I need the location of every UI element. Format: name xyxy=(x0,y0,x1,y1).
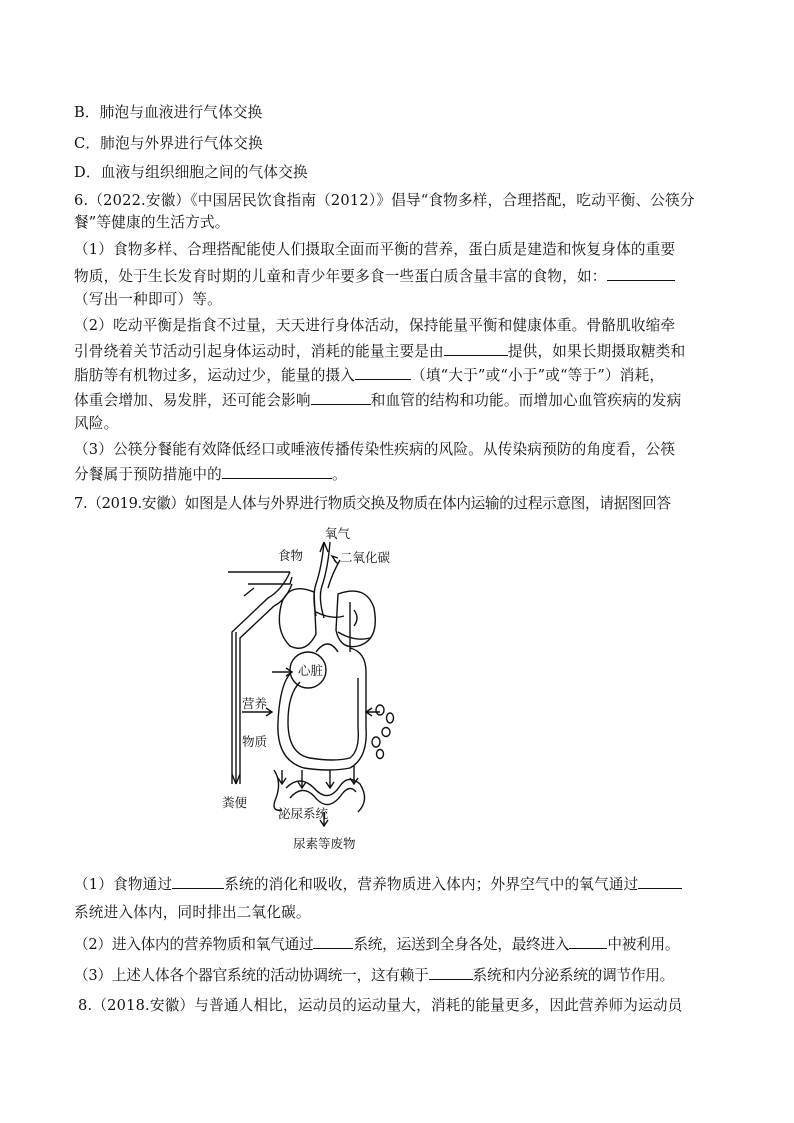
answer-blank[interactable] xyxy=(172,874,224,889)
q7-part2-text-b: 系统，运送到全身各处，最终进入 xyxy=(353,936,570,953)
q7-stem: 7.（2019.安徽）如图是人体与外界进行物质交换及物质在体内运输的过程示意图，请据图回答 xyxy=(74,495,671,512)
q7-part1-text-b: 系统的消化和吸收，营养物质进入体内；外界空气中的氧气通过 xyxy=(224,876,639,893)
q6-part3-line2 xyxy=(74,464,347,485)
label-co2: 二氧化碳 xyxy=(340,550,391,565)
q6-part2-text-c: 脂肪等有机物过多，运动过少，能量的摄入 xyxy=(74,367,356,384)
q7-part1-line2: 系统进入体内，同时排出二氧化碳。 xyxy=(74,904,311,921)
q6-stem-line2: 餐”等健康的生活方式。 xyxy=(74,214,230,231)
label-food: 食物 xyxy=(278,548,304,563)
q6-part2-line2 xyxy=(74,341,685,362)
q6-part1-line3: （写出一种即可）等。 xyxy=(74,291,222,308)
tissue-cells xyxy=(366,705,394,759)
answer-blank[interactable] xyxy=(355,365,411,380)
label-urea: 尿素等废物 xyxy=(293,836,356,851)
option-b: B．肺泡与血液进行气体交换 xyxy=(74,104,263,121)
q7-part2-text-a: （2）进入体内的营养物质和氧气通过 xyxy=(74,936,314,953)
answer-blank[interactable] xyxy=(638,874,682,889)
digestive-tract xyxy=(228,572,292,784)
q7-part3-text-b: 系统和内分泌系统的调节作用。 xyxy=(472,967,675,984)
label-feces: 粪便 xyxy=(222,795,248,810)
q6-part3-text-b: 。 xyxy=(331,466,347,483)
label-heart: 心脏 xyxy=(298,663,324,678)
answer-blank[interactable] xyxy=(607,266,675,281)
option-d: D．血液与组织细胞之间的气体交换 xyxy=(74,164,308,181)
answer-blank[interactable] xyxy=(313,934,353,949)
q7-part3-text-a: （3）上述人体各个器官系统的活动协调统一，这有赖于 xyxy=(74,967,429,984)
q6-part2-text-a: 引骨绕着关节活动引起身体运动时，消耗的能量主要是由 xyxy=(74,343,444,360)
answer-blank[interactable] xyxy=(311,390,371,405)
q6-part2-line5: 风险。 xyxy=(74,415,119,432)
answer-blank[interactable] xyxy=(569,934,607,949)
label-nutrient-2: 物质 xyxy=(242,734,268,749)
q6-part3-line1: （3）公筷分餐能有效降低经口或唾液传播传染性疾病的风险。从传染病预防的角度看，公筷 xyxy=(74,441,676,458)
q6-part2-line1: （2）吃动平衡是指食不过量，天天进行身体活动，保持能量平衡和健康体重。骨骼肌收缩牵 xyxy=(74,317,676,334)
q6-part1-line2 xyxy=(74,266,675,287)
q7-part3 xyxy=(74,965,674,986)
airway xyxy=(314,542,340,618)
q6-part2-text-f: 和血管的结构和功能。而增加心血管疾病的发病 xyxy=(370,392,682,409)
q8-stem: 8.（2018.安徽）与普通人相比，运动员的运动量大，消耗的能量更多，因此营养师为运动员 xyxy=(78,997,683,1014)
q6-stem-line1: 6.（2022.安徽）《中国居民饮食指南（2012）》倡导“食物多样，合理搭配，吃动平衡、公筷分 xyxy=(74,192,695,209)
option-c: C．肺泡与外界进行气体交换 xyxy=(74,135,263,152)
q6-part2-text-d: （填“大于”或“小于”或“等于”）消耗， xyxy=(411,367,665,384)
label-nutrient-1: 营养 xyxy=(242,696,268,711)
q6-part2-line4 xyxy=(74,390,681,411)
lungs xyxy=(279,589,375,652)
label-oxygen: 氧气 xyxy=(325,526,351,541)
q6-part3-text-a: 分餐属于预防措施中的 xyxy=(74,466,222,483)
q6-part2-text-e: 体重会增加、易发胖，还可能会影响 xyxy=(74,392,311,409)
answer-blank[interactable] xyxy=(444,341,508,356)
label-urinary: 泌尿系统 xyxy=(278,806,329,821)
q6-part1-text: 物质，处于生长发育时期的儿童和青少年要多食一些蛋白质含量丰富的食物，如： xyxy=(74,268,607,285)
q6-part1-line1: （1）食物多样、合理搭配能使人们摄取全面而平衡的营养，蛋白质是建造和恢复身体的重要 xyxy=(74,241,676,258)
q6-part2-line3 xyxy=(74,365,664,386)
q7-part1-line1 xyxy=(74,874,682,895)
answer-blank[interactable] xyxy=(429,965,473,980)
circulation-diagram xyxy=(220,522,430,855)
q7-part1-text-a: （1）食物通过 xyxy=(74,876,173,893)
answer-blank[interactable] xyxy=(222,464,332,479)
q7-part2 xyxy=(74,934,679,955)
q7-part2-text-c: 中被利用。 xyxy=(607,936,680,953)
q6-part2-text-b: 提供，如果长期摄取糖类和 xyxy=(507,343,686,360)
